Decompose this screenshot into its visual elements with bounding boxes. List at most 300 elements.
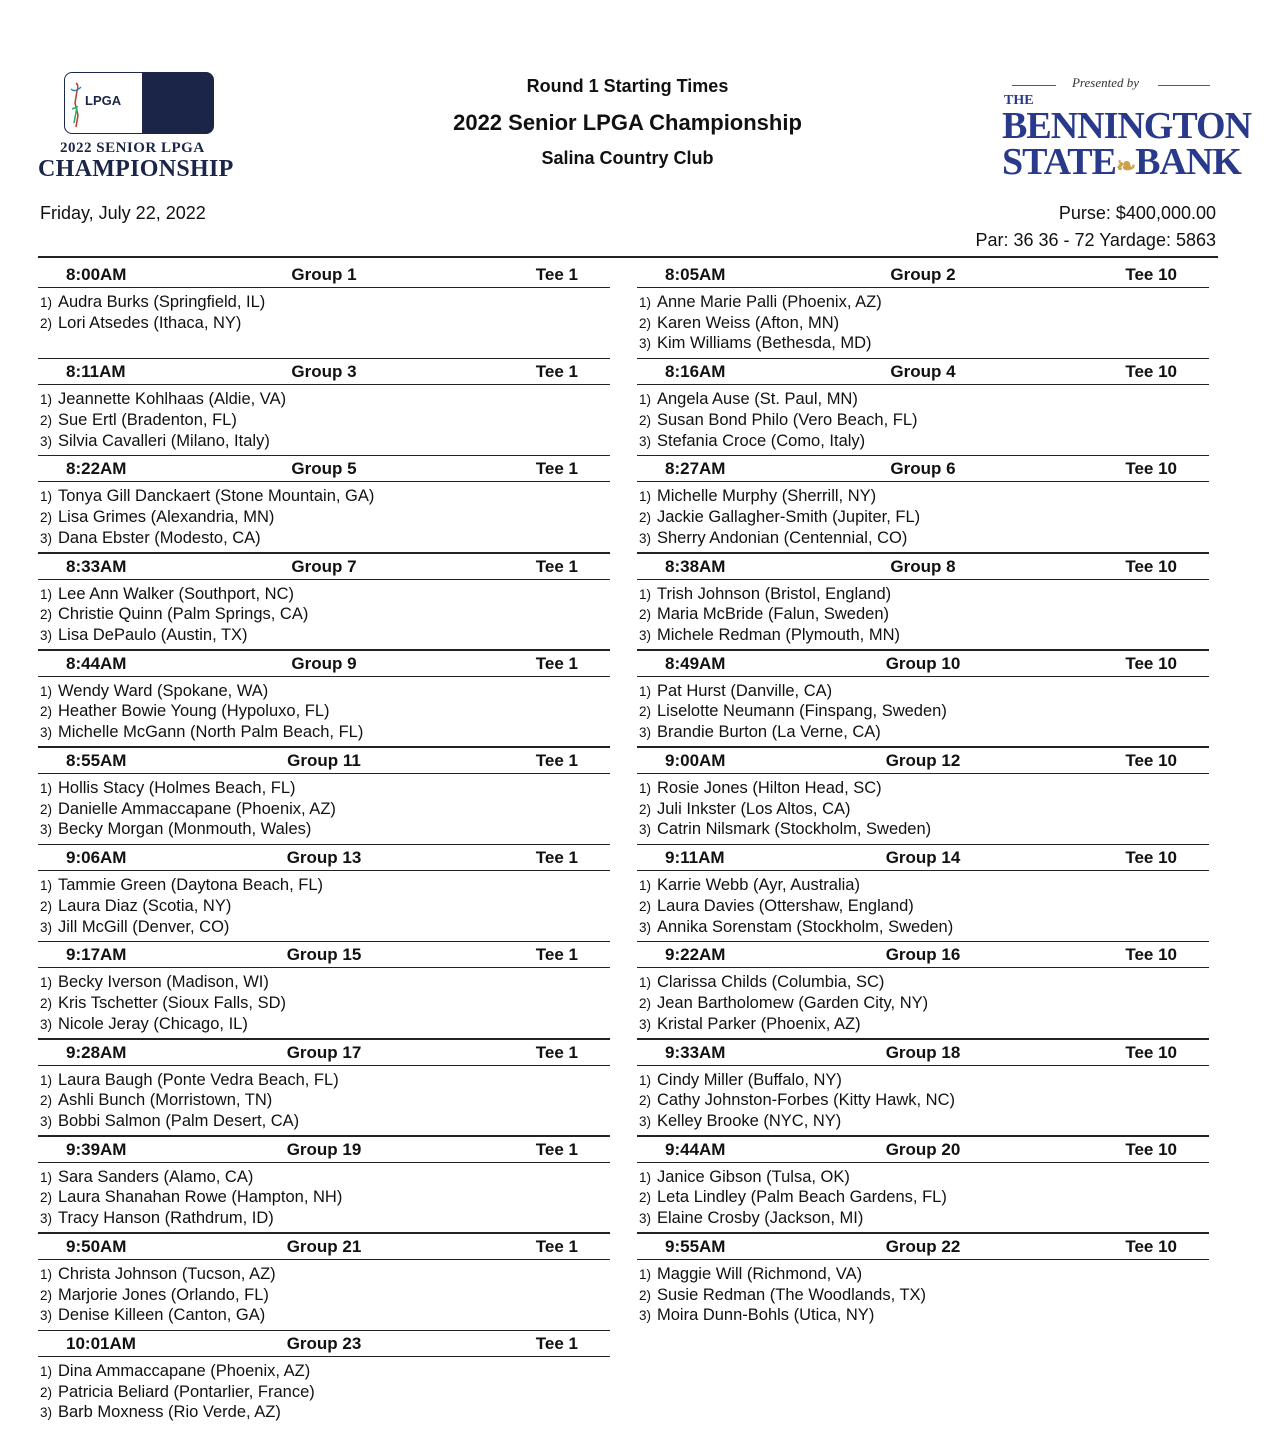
player-order: 2) bbox=[639, 898, 652, 914]
player-name: Marjorie Jones (Orlando, FL) bbox=[58, 1285, 269, 1304]
purse-amount: Purse: $400,000.00 bbox=[1058, 203, 1216, 223]
player-order: 3) bbox=[40, 627, 53, 643]
group-name: Group 15 bbox=[286, 945, 362, 965]
sponsor-name-line1: BENNINGTON bbox=[1002, 105, 1252, 147]
player-name: Annika Sorenstam (Stockholm, Sweden) bbox=[657, 917, 954, 936]
player-order: 1) bbox=[40, 1266, 53, 1282]
player-row bbox=[637, 604, 1209, 625]
tee-time: 8:00AM bbox=[66, 265, 127, 284]
player-list bbox=[38, 968, 610, 1034]
player-row bbox=[38, 1264, 610, 1285]
tee-number: Tee 1 bbox=[535, 848, 578, 868]
player-name: Cathy Johnston-Forbes (Kitty Hawk, NC) bbox=[657, 1091, 956, 1110]
group-header bbox=[38, 845, 610, 871]
player-name: Silvia Cavalleri (Milano, Italy) bbox=[58, 431, 270, 450]
tee-group bbox=[38, 359, 610, 456]
player-name: Sue Ertl (Bradenton, FL) bbox=[58, 410, 237, 429]
player-name: Rosie Jones (Hilton Head, SC) bbox=[657, 778, 882, 797]
player-row bbox=[38, 1014, 610, 1035]
group-header bbox=[637, 1137, 1209, 1163]
player-list bbox=[38, 1357, 610, 1423]
tee-group bbox=[637, 651, 1209, 748]
group-header bbox=[637, 262, 1209, 288]
player-name: Sara Sanders (Alamo, CA) bbox=[58, 1167, 254, 1186]
player-order: 3) bbox=[40, 725, 53, 741]
player-name: Pat Hurst (Danville, CA) bbox=[657, 681, 833, 700]
player-row bbox=[637, 681, 1209, 702]
player-row bbox=[637, 410, 1209, 431]
player-name: Tammie Green (Daytona Beach, FL) bbox=[58, 876, 324, 895]
player-list bbox=[38, 580, 610, 646]
right-tee-column bbox=[637, 262, 1209, 1331]
player-list bbox=[637, 482, 1209, 548]
player-list bbox=[38, 385, 610, 451]
tee-group bbox=[637, 554, 1209, 651]
tee-number: Tee 10 bbox=[1125, 459, 1177, 479]
player-order: 3) bbox=[40, 433, 53, 449]
sponsor-logo bbox=[998, 75, 1252, 183]
player-order: 1) bbox=[40, 1169, 53, 1185]
player-name: Angela Ause (St. Paul, MN) bbox=[657, 390, 858, 409]
player-row bbox=[637, 584, 1209, 605]
player-row bbox=[637, 896, 1209, 917]
player-order: 2) bbox=[40, 898, 53, 914]
group-header bbox=[637, 651, 1209, 677]
player-name: Jackie Gallagher-Smith (Jupiter, FL) bbox=[657, 508, 921, 527]
player-list bbox=[637, 288, 1209, 354]
group-name: Group 10 bbox=[885, 653, 961, 673]
tee-time: 9:06AM bbox=[66, 848, 127, 868]
player-name: Kristal Parker (Phoenix, AZ) bbox=[657, 1014, 861, 1033]
tee-time: 9:33AM bbox=[665, 1042, 726, 1062]
group-name: Group 14 bbox=[885, 848, 961, 868]
group-header bbox=[38, 651, 610, 677]
player-order: 3) bbox=[639, 433, 652, 449]
tee-group bbox=[38, 845, 610, 942]
player-order: 1) bbox=[639, 392, 652, 408]
player-order: 2) bbox=[40, 1287, 53, 1303]
player-order: 3) bbox=[639, 1211, 652, 1227]
header-divider bbox=[38, 256, 1218, 258]
group-header bbox=[38, 1137, 610, 1163]
player-name: Liselotte Neumann (Finspang, Sweden) bbox=[657, 702, 947, 721]
player-name: Stefania Croce (Como, Italy) bbox=[657, 431, 866, 450]
player-order: 2) bbox=[639, 1287, 652, 1303]
tee-number: Tee 1 bbox=[535, 1236, 578, 1256]
player-list bbox=[637, 774, 1209, 840]
sponsor-state: STATE bbox=[1002, 141, 1116, 183]
tee-number: Tee 10 bbox=[1125, 750, 1177, 770]
player-name: Lori Atsedes (Ithaca, NY) bbox=[58, 313, 242, 332]
player-list bbox=[38, 482, 610, 548]
tee-time: 9:50AM bbox=[66, 1236, 127, 1256]
player-row bbox=[38, 875, 610, 896]
player-list bbox=[38, 871, 610, 937]
group-name: Group 16 bbox=[885, 945, 961, 965]
player-name: Christie Quinn (Palm Springs, CA) bbox=[58, 605, 309, 624]
wheat-icon: ❧ bbox=[1115, 154, 1136, 180]
group-name: Group 12 bbox=[885, 750, 961, 770]
player-order: 1) bbox=[639, 586, 652, 602]
player-name: Ashli Bunch (Morristown, TN) bbox=[58, 1091, 273, 1110]
tee-time: 9:39AM bbox=[66, 1139, 127, 1159]
player-name: Maggie Will (Richmond, VA) bbox=[657, 1264, 863, 1283]
player-name: Audra Burks (Springfield, IL) bbox=[58, 293, 266, 311]
player-order: 1) bbox=[639, 683, 652, 699]
player-list bbox=[38, 1066, 610, 1132]
tee-time: 8:49AM bbox=[665, 653, 726, 673]
tee-time: 8:22AM bbox=[66, 459, 127, 479]
tee-time: 8:33AM bbox=[66, 556, 127, 576]
player-name: Becky Morgan (Monmouth, Wales) bbox=[58, 820, 312, 839]
player-list bbox=[38, 1163, 610, 1229]
player-row bbox=[637, 1090, 1209, 1111]
player-list bbox=[637, 580, 1209, 646]
player-name: Dana Ebster (Modesto, CA) bbox=[58, 528, 261, 547]
sponsor-name-line2 bbox=[1002, 143, 1241, 186]
player-list bbox=[637, 1260, 1209, 1326]
player-name: Brandie Burton (La Verne, CA) bbox=[657, 723, 881, 742]
player-order: 1) bbox=[40, 489, 53, 505]
player-name: Karrie Webb (Ayr, Australia) bbox=[657, 876, 860, 895]
player-row bbox=[38, 584, 610, 605]
tee-number: Tee 10 bbox=[1125, 653, 1177, 673]
tee-time: 9:11AM bbox=[665, 848, 725, 868]
player-order: 2) bbox=[40, 801, 53, 817]
player-order: 1) bbox=[40, 780, 53, 796]
group-name: Group 18 bbox=[885, 1042, 961, 1062]
player-order: 2) bbox=[639, 996, 652, 1011]
event-date: Friday, July 22, 2022 bbox=[40, 203, 206, 223]
player-order: 1) bbox=[40, 683, 53, 699]
player-row bbox=[38, 1167, 610, 1188]
player-name: Leta Lindley (Palm Beach Gardens, FL) bbox=[657, 1188, 947, 1207]
player-name: Laura Diaz (Scotia, NY) bbox=[58, 896, 232, 915]
tee-group bbox=[637, 942, 1209, 1039]
tee-time: 8:11AM bbox=[66, 362, 126, 382]
event-title: 2022 Senior LPGA Championship bbox=[453, 110, 802, 135]
player-list bbox=[38, 1260, 610, 1326]
player-order: 1) bbox=[40, 295, 53, 310]
tee-number: Tee 10 bbox=[1125, 848, 1177, 868]
player-order: 2) bbox=[40, 510, 53, 526]
player-row bbox=[637, 799, 1209, 820]
player-name: Michelle Murphy (Sherrill, NY) bbox=[657, 487, 877, 506]
player-row bbox=[637, 431, 1209, 452]
player-name: Jill McGill (Denver, CO) bbox=[58, 917, 230, 936]
player-row bbox=[637, 625, 1209, 646]
player-name: Nicole Jeray (Chicago, IL) bbox=[58, 1014, 248, 1033]
player-order: 2) bbox=[40, 1384, 53, 1400]
group-header bbox=[38, 456, 610, 482]
player-name: Susie Redman (The Woodlands, TX) bbox=[657, 1285, 927, 1304]
player-name: Patricia Beliard (Pontarlier, France) bbox=[58, 1382, 315, 1401]
player-row bbox=[38, 1285, 610, 1306]
tee-group bbox=[38, 1040, 610, 1137]
group-name: Group 23 bbox=[286, 1334, 362, 1354]
player-row bbox=[637, 701, 1209, 722]
player-row bbox=[38, 1070, 610, 1091]
tee-time: 8:05AM bbox=[665, 265, 726, 284]
player-row bbox=[38, 486, 610, 507]
player-order: 2) bbox=[639, 315, 652, 331]
player-row bbox=[38, 1402, 610, 1423]
group-name: Group 2 bbox=[890, 265, 956, 284]
player-order: 1) bbox=[40, 1072, 53, 1088]
player-name: Laura Baugh (Ponte Vedra Beach, FL) bbox=[58, 1070, 339, 1089]
player-order: 3) bbox=[40, 530, 53, 546]
player-row bbox=[637, 1264, 1209, 1285]
player-name: Kelley Brooke (NYC, NY) bbox=[657, 1111, 842, 1130]
player-order: 2) bbox=[639, 1093, 652, 1109]
par-yardage: Par: 36 36 - 72 Yardage: 5863 bbox=[975, 230, 1216, 250]
left-tee-column bbox=[38, 262, 610, 1428]
player-order: 1) bbox=[639, 295, 652, 310]
player-name: Cindy Miller (Buffalo, NY) bbox=[657, 1070, 842, 1089]
player-row bbox=[38, 1305, 610, 1326]
tee-number: Tee 1 bbox=[535, 362, 578, 382]
player-name: Tracy Hanson (Rathdrum, ID) bbox=[58, 1209, 274, 1228]
player-row bbox=[637, 333, 1209, 354]
player-name: Jean Bartholomew (Garden City, NY) bbox=[657, 994, 929, 1012]
player-row bbox=[637, 507, 1209, 528]
player-name: Becky Iverson (Madison, WI) bbox=[58, 973, 269, 992]
player-name: Jeannette Kohlhaas (Aldie, VA) bbox=[58, 390, 287, 409]
player-name: Maria McBride (Falun, Sweden) bbox=[657, 605, 889, 624]
player-order: 3) bbox=[639, 627, 652, 643]
tee-number: Tee 1 bbox=[535, 556, 578, 576]
player-row bbox=[38, 507, 610, 528]
tee-number: Tee 10 bbox=[1125, 265, 1177, 284]
player-list bbox=[637, 871, 1209, 937]
player-name: Michelle McGann (North Palm Beach, FL) bbox=[58, 723, 364, 742]
player-order: 3) bbox=[40, 1211, 53, 1227]
player-name: Hollis Stacy (Holmes Beach, FL) bbox=[58, 778, 296, 797]
player-list bbox=[38, 677, 610, 743]
group-header bbox=[38, 554, 610, 580]
group-header bbox=[38, 1040, 610, 1066]
player-row bbox=[38, 722, 610, 743]
player-order: 1) bbox=[40, 1364, 53, 1380]
sponsor-bank: BANK bbox=[1135, 141, 1241, 183]
player-name: Trish Johnson (Bristol, England) bbox=[657, 584, 892, 603]
player-order: 3) bbox=[40, 822, 53, 838]
player-row bbox=[38, 896, 610, 917]
group-name: Group 8 bbox=[890, 556, 956, 576]
player-name: Catrin Nilsmark (Stockholm, Sweden) bbox=[657, 820, 932, 839]
player-row bbox=[38, 604, 610, 625]
tee-group bbox=[637, 456, 1209, 553]
player-row bbox=[38, 1090, 610, 1111]
group-name: Group 21 bbox=[286, 1236, 362, 1256]
tee-group bbox=[637, 748, 1209, 845]
player-row bbox=[38, 1208, 610, 1229]
player-row bbox=[637, 1167, 1209, 1188]
player-order: 1) bbox=[40, 878, 53, 894]
group-header bbox=[637, 554, 1209, 580]
group-name: Group 5 bbox=[291, 459, 357, 479]
tee-group bbox=[38, 1137, 610, 1234]
player-order: 1) bbox=[639, 780, 652, 796]
player-name: Lisa Grimes (Alexandria, MN) bbox=[58, 508, 275, 527]
player-order: 3) bbox=[40, 1308, 53, 1324]
tee-number: Tee 1 bbox=[535, 750, 578, 770]
player-order: 3) bbox=[639, 1016, 652, 1032]
player-row bbox=[38, 431, 610, 452]
tee-number: Tee 1 bbox=[535, 459, 578, 479]
player-list bbox=[637, 677, 1209, 743]
player-order: 1) bbox=[639, 489, 652, 505]
player-name: Dina Ammaccapane (Phoenix, AZ) bbox=[58, 1362, 311, 1381]
player-order: 3) bbox=[40, 1016, 53, 1032]
player-order: 3) bbox=[639, 530, 652, 546]
tee-number: Tee 10 bbox=[1125, 1042, 1177, 1062]
round-title: Round 1 Starting Times bbox=[526, 76, 729, 96]
group-header bbox=[637, 748, 1209, 774]
player-name: Denise Killeen (Canton, GA) bbox=[58, 1306, 266, 1325]
player-order: 1) bbox=[40, 392, 53, 408]
player-order: 2) bbox=[40, 1093, 53, 1109]
player-name: Wendy Ward (Spokane, WA) bbox=[58, 681, 269, 700]
player-row bbox=[637, 875, 1209, 896]
group-name: Group 7 bbox=[291, 556, 357, 576]
player-row bbox=[637, 486, 1209, 507]
player-order: 3) bbox=[639, 336, 652, 352]
group-name: Group 9 bbox=[291, 653, 357, 673]
tee-number: Tee 10 bbox=[1125, 362, 1177, 382]
player-order: 3) bbox=[40, 1405, 53, 1421]
tee-time: 8:44AM bbox=[66, 653, 127, 673]
championship-logo bbox=[38, 72, 291, 182]
venue-name: Salina Country Club bbox=[541, 148, 714, 168]
tee-number: Tee 1 bbox=[535, 1334, 578, 1354]
player-row bbox=[637, 1285, 1209, 1306]
tee-group bbox=[38, 651, 610, 748]
group-header bbox=[637, 1040, 1209, 1066]
tee-group bbox=[637, 1234, 1209, 1331]
player-order: 1) bbox=[639, 1266, 652, 1282]
player-row bbox=[38, 389, 610, 410]
group-header bbox=[38, 359, 610, 385]
group-header bbox=[38, 262, 610, 288]
player-order: 3) bbox=[639, 919, 652, 935]
group-header bbox=[637, 359, 1209, 385]
player-name: Clarissa Childs (Columbia, SC) bbox=[657, 973, 885, 992]
player-row bbox=[637, 1111, 1209, 1132]
tee-number: Tee 1 bbox=[535, 945, 578, 965]
tee-group bbox=[637, 1040, 1209, 1137]
player-name: Moira Dunn-Bohls (Utica, NY) bbox=[657, 1306, 875, 1325]
group-header bbox=[637, 942, 1209, 968]
player-row bbox=[38, 993, 610, 1014]
player-name: Sherry Andonian (Centennial, CO) bbox=[657, 528, 908, 547]
player-name: Janice Gibson (Tulsa, OK) bbox=[657, 1167, 850, 1186]
group-name: Group 1 bbox=[291, 265, 357, 284]
player-row bbox=[38, 1361, 610, 1382]
tee-number: Tee 10 bbox=[1125, 1139, 1177, 1159]
player-order: 3) bbox=[639, 725, 652, 741]
player-order: 3) bbox=[40, 919, 53, 935]
player-row bbox=[637, 722, 1209, 743]
player-row bbox=[637, 917, 1209, 938]
group-header bbox=[38, 748, 610, 774]
player-order: 1) bbox=[639, 878, 652, 894]
player-list bbox=[637, 1163, 1209, 1229]
player-row bbox=[637, 1014, 1209, 1035]
tee-group bbox=[38, 262, 610, 359]
group-name: Group 4 bbox=[890, 362, 956, 382]
group-name: Group 17 bbox=[286, 1042, 362, 1062]
player-order: 1) bbox=[639, 975, 652, 991]
group-header bbox=[637, 456, 1209, 482]
lpga-logo-text: LPGA bbox=[85, 93, 122, 108]
player-order: 2) bbox=[639, 607, 652, 623]
tee-number: Tee 10 bbox=[1125, 1236, 1177, 1256]
group-header bbox=[637, 845, 1209, 871]
tee-time: 8:38AM bbox=[665, 556, 726, 576]
tee-number: Tee 1 bbox=[535, 1042, 578, 1062]
group-name: Group 20 bbox=[885, 1139, 961, 1159]
group-name: Group 22 bbox=[885, 1236, 961, 1256]
group-name: Group 6 bbox=[890, 459, 956, 479]
player-name: Anne Marie Palli (Phoenix, AZ) bbox=[657, 293, 882, 311]
tee-number: Tee 1 bbox=[535, 653, 578, 673]
player-order: 2) bbox=[639, 412, 652, 428]
player-order: 2) bbox=[40, 607, 53, 623]
tee-time: 9:17AM bbox=[66, 945, 127, 965]
tee-group bbox=[637, 1137, 1209, 1234]
player-name: Kim Williams (Bethesda, MD) bbox=[657, 334, 872, 353]
logo-year-line: 2022 SENIOR LPGA bbox=[60, 140, 205, 156]
player-row bbox=[38, 1111, 610, 1132]
player-order: 1) bbox=[639, 1169, 652, 1185]
player-name: Heather Bowie Young (Hypoluxo, FL) bbox=[58, 702, 330, 721]
player-name: Lisa DePaulo (Austin, TX) bbox=[58, 625, 248, 644]
group-header bbox=[38, 1331, 610, 1357]
presented-by-label: Presented by bbox=[1071, 75, 1140, 90]
logo-championship-line: CHAMPIONSHIP bbox=[38, 156, 234, 182]
player-name: Danielle Ammaccapane (Phoenix, AZ) bbox=[58, 799, 336, 818]
player-row bbox=[637, 1070, 1209, 1091]
player-row bbox=[38, 681, 610, 702]
player-order: 3) bbox=[639, 1308, 652, 1324]
player-name: Susan Bond Philo (Vero Beach, FL) bbox=[657, 410, 918, 429]
player-row bbox=[637, 1187, 1209, 1208]
tee-time: 9:22AM bbox=[665, 945, 726, 965]
player-name: Kris Tschetter (Sioux Falls, SD) bbox=[58, 994, 287, 1012]
player-row bbox=[637, 292, 1209, 313]
player-order: 2) bbox=[40, 996, 53, 1011]
player-row bbox=[637, 528, 1209, 549]
player-row bbox=[38, 625, 610, 646]
player-order: 1) bbox=[639, 1072, 652, 1088]
player-list bbox=[38, 288, 610, 333]
page-header bbox=[400, 76, 855, 172]
player-name: Michele Redman (Plymouth, MN) bbox=[657, 625, 900, 644]
player-name: Lee Ann Walker (Southport, NC) bbox=[58, 584, 294, 603]
player-row bbox=[38, 917, 610, 938]
player-row bbox=[38, 819, 610, 840]
tee-group bbox=[38, 748, 610, 845]
player-list bbox=[637, 968, 1209, 1034]
tee-time: 8:55AM bbox=[66, 750, 127, 770]
player-order: 2) bbox=[639, 704, 652, 720]
player-list bbox=[38, 774, 610, 840]
group-header bbox=[38, 1234, 610, 1260]
player-row bbox=[637, 1305, 1209, 1326]
player-name: Karen Weiss (Afton, MN) bbox=[657, 313, 840, 332]
tee-time: 9:00AM bbox=[665, 750, 726, 770]
